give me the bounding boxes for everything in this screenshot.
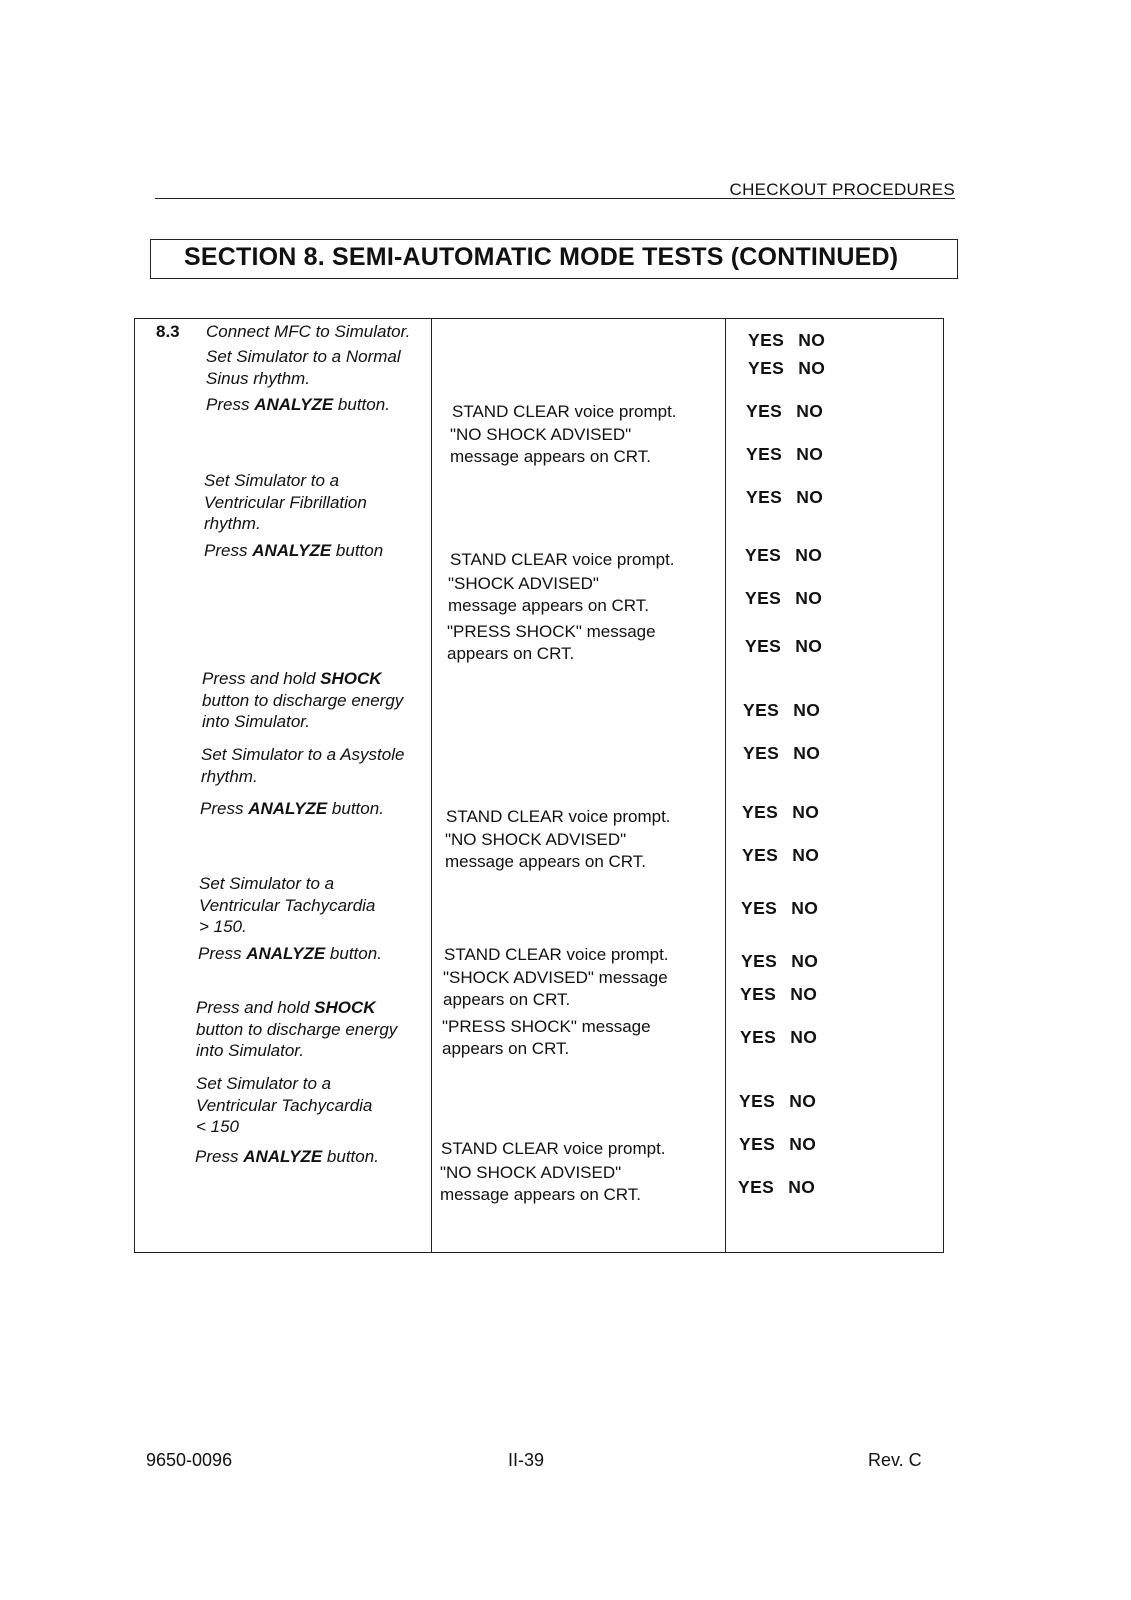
action-text: Set Simulator to a [204,471,340,490]
action-step [206,394,390,416]
column-divider-2 [725,319,726,1252]
action-step [196,997,397,1062]
action-text: Press [206,395,255,414]
no-option[interactable]: NO [798,330,826,350]
action-text: Set Simulator to a Normal [206,347,401,366]
no-option[interactable]: NO [796,444,824,464]
yes-no-check[interactable] [746,401,823,422]
no-option[interactable]: NO [790,984,818,1004]
button-name: ANALYZE [243,1147,323,1166]
yes-option[interactable]: YES [746,487,783,507]
result-text: message appears on CRT. [450,446,651,466]
action-text: Connect MFC to Simulator. [206,322,411,341]
action-text: > 150. [199,917,247,936]
result-text: STAND CLEAR voice prompt. [444,945,669,964]
yes-no-check[interactable] [741,898,818,919]
result-text: "NO SHOCK ADVISED" [440,1163,622,1182]
expected-result [448,573,649,616]
button-name: SHOCK [314,998,376,1017]
action-step [199,873,375,938]
no-option[interactable]: NO [792,845,820,865]
yes-no-check[interactable] [740,1027,817,1048]
result-text: appears on CRT. [443,989,571,1009]
action-step [201,744,404,787]
section-box [150,239,958,279]
yes-option[interactable]: YES [743,700,780,720]
action-text: button. [325,944,382,963]
action-text: < 150 [196,1117,240,1136]
no-option[interactable]: NO [795,545,823,565]
action-step [204,540,383,562]
yes-no-check[interactable] [745,545,822,566]
no-option[interactable]: NO [791,898,819,918]
action-text: into Simulator. [196,1041,305,1060]
action-text: Set Simulator to a [196,1074,332,1093]
action-text: Press and hold [196,998,315,1017]
yes-no-check[interactable] [743,743,820,764]
button-name: SHOCK [320,669,382,688]
action-text: Set Simulator to a [199,874,335,893]
yes-no-check[interactable] [746,487,823,508]
expected-result [452,401,677,423]
yes-option[interactable]: YES [748,358,785,378]
result-text: appears on CRT. [447,643,575,663]
yes-no-check[interactable] [739,1091,816,1112]
action-text: Press [198,944,247,963]
result-text: "NO SHOCK ADVISED" [450,425,632,444]
result-text: "SHOCK ADVISED" [448,574,599,593]
no-option[interactable]: NO [788,1177,816,1197]
yes-option[interactable]: YES [745,636,782,656]
no-option[interactable]: NO [792,802,820,822]
action-text: button. [322,1147,379,1166]
action-text: Press [200,799,249,818]
yes-option[interactable]: YES [739,1134,776,1154]
action-text: Set Simulator to a Asystole [201,745,405,764]
action-text: rhythm. [201,766,258,786]
yes-option[interactable]: YES [746,401,783,421]
yes-no-check[interactable] [741,951,818,972]
result-text: "PRESS SHOCK" message [442,1017,651,1036]
yes-option[interactable]: YES [739,1091,776,1111]
yes-option[interactable]: YES [745,545,782,565]
action-step [206,346,401,389]
expected-result [446,806,671,828]
action-step [200,798,384,820]
no-option[interactable]: NO [793,700,821,720]
section-title: SECTION 8. SEMI-AUTOMATIC MODE TESTS (CONTINUED) [184,243,899,271]
no-option[interactable]: NO [791,951,819,971]
result-text: message appears on CRT. [448,595,649,615]
yes-option[interactable]: YES [743,743,780,763]
no-option[interactable]: NO [789,1134,817,1154]
action-text: Press [195,1147,244,1166]
button-name: ANALYZE [248,799,328,818]
yes-option[interactable]: YES [746,444,783,464]
step-number: 8.3 [156,322,180,341]
result-text: STAND CLEAR voice prompt. [452,402,677,421]
action-step [196,1073,372,1138]
action-step [202,668,403,733]
action-text: button to discharge energy [196,1019,398,1039]
column-divider-1 [431,319,432,1252]
expected-result [440,1162,641,1205]
footer-revision: Rev. C [868,1450,922,1470]
result-text: "PRESS SHOCK" message [447,622,656,641]
yes-no-check[interactable] [740,984,817,1005]
expected-result [442,1016,651,1059]
action-step [198,943,382,965]
action-step [206,321,410,343]
action-text: button [331,541,384,560]
result-text: message appears on CRT. [440,1184,641,1204]
yes-no-check[interactable] [739,1134,816,1155]
no-option[interactable]: NO [798,358,826,378]
expected-result [450,549,675,571]
action-text: Sinus rhythm. [206,368,310,388]
action-text: Ventricular Fibrillation [204,492,367,512]
yes-no-check[interactable] [743,700,820,721]
result-text: STAND CLEAR voice prompt. [441,1139,666,1158]
result-text: STAND CLEAR voice prompt. [446,807,671,826]
action-text: button to discharge energy [202,690,404,710]
yes-option[interactable]: YES [748,330,785,350]
yes-option[interactable]: YES [741,898,778,918]
expected-result [445,829,646,872]
result-text: appears on CRT. [442,1038,570,1058]
action-step [195,1146,379,1168]
yes-option[interactable]: YES [742,845,779,865]
action-text: Ventricular Tachycardia [196,1095,373,1115]
result-text: "SHOCK ADVISED" message [443,968,668,987]
button-name: ANALYZE [252,541,332,560]
yes-no-check[interactable] [742,802,819,823]
result-text: message appears on CRT. [445,851,646,871]
no-option[interactable]: NO [795,588,823,608]
yes-no-check[interactable] [746,444,823,465]
action-step [204,470,367,535]
yes-no-check[interactable] [748,358,825,379]
action-text: Ventricular Tachycardia [199,895,376,915]
expected-result [447,621,656,664]
button-name: ANALYZE [246,944,326,963]
expected-result [444,944,669,966]
action-text: Press [204,541,253,560]
no-option[interactable]: NO [793,743,821,763]
expected-result [443,967,668,1010]
yes-option[interactable]: YES [740,1027,777,1047]
footer-doc-number: 9650-0096 [146,1450,233,1470]
action-text: rhythm. [204,514,261,533]
action-text: button. [327,799,384,818]
yes-option[interactable]: YES [742,802,779,822]
footer-page-number: II-39 [508,1450,545,1470]
expected-result [450,424,651,467]
header-title: CHECKOUT PROCEDURES [729,180,955,199]
yes-option[interactable]: YES [741,951,778,971]
result-text: "NO SHOCK ADVISED" [445,830,627,849]
no-option[interactable]: NO [790,1027,818,1047]
yes-no-check[interactable] [745,588,822,609]
no-option[interactable]: NO [796,487,824,507]
yes-option[interactable]: YES [738,1177,775,1197]
action-text: into Simulator. [202,712,311,731]
result-text: STAND CLEAR voice prompt. [450,550,675,569]
action-text: button. [333,395,390,414]
yes-no-check[interactable] [738,1177,815,1198]
no-option[interactable]: NO [795,636,823,656]
button-name: ANALYZE [254,395,334,414]
yes-option[interactable]: YES [745,588,782,608]
yes-no-check[interactable] [745,636,822,657]
yes-no-check[interactable] [742,845,819,866]
expected-result [441,1138,666,1160]
yes-option[interactable]: YES [740,984,777,1004]
yes-no-check[interactable] [748,330,825,351]
action-text: Press and hold [202,669,321,688]
no-option[interactable]: NO [796,401,824,421]
no-option[interactable]: NO [789,1091,817,1111]
